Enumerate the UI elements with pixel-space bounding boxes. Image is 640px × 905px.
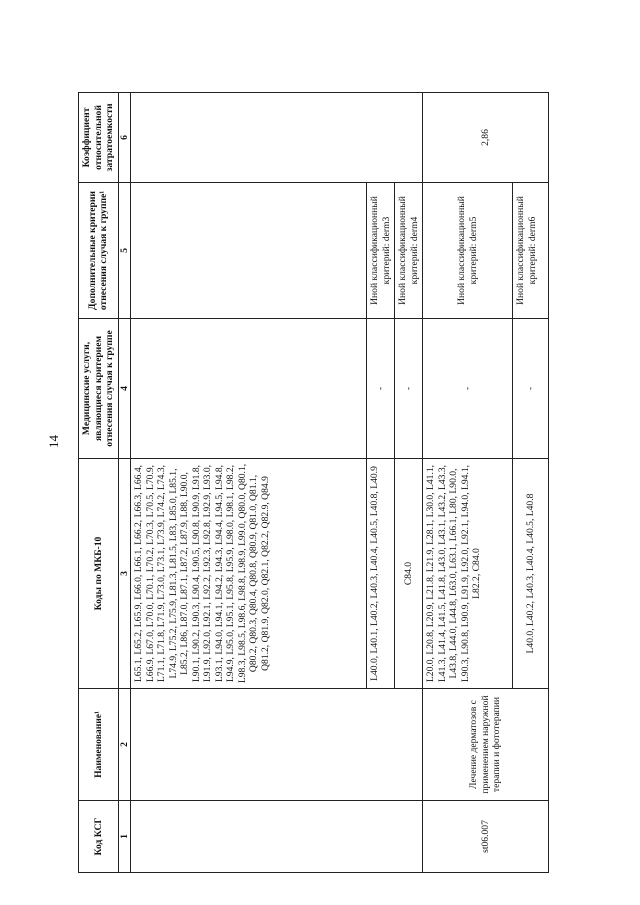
- mkb-codes-cell: L20.0, L20.8, L20.9, L21.8, L21.9, L28.1, L30.0, L41.1, L41.3, L41.4, L41.5, L41.8, L43.0, L43.1, L43.2, L43.3, L43.8, L44.0, L44.8, L63.0, L63.1, L66.1, L80, L90.0, L90.3, L90.8, L90.9, L91.9, L92.0, L92.1, L94.0, L94.1, L82.2, C84.0: [423, 459, 513, 689]
- criteria-cell: Иной классификационный критерий: derm4: [395, 183, 423, 319]
- coefficient-cell: 2,86: [423, 93, 549, 183]
- header-extra-criteria: Дополнительные критерии отнесения случая к группе¹: [79, 183, 119, 319]
- ksg-name-cell: Лечение дерматозов с применением наружной терапии и фототерапии: [423, 689, 549, 801]
- header-name: Наименование¹: [79, 689, 119, 801]
- header-mkb-codes: Коды по МКБ-10: [79, 459, 119, 689]
- criteria-cell: Иной классификационный критерий: derm6: [513, 183, 549, 319]
- criteria-cell: [131, 183, 367, 319]
- column-index: 6: [118, 93, 131, 183]
- ksg-table: [78, 92, 549, 873]
- mkb-codes-cell: L40.0, L40.1, L40.2, L40.3, L40.4, L40.5, L40.8, L40.9: [367, 459, 395, 689]
- mkb-codes-cell: C84.0: [395, 459, 423, 689]
- column-index: 3: [118, 459, 131, 689]
- column-index-row: [118, 93, 131, 873]
- mkb-codes-cell: L65.1, L65.2, L65.9, L66.0, L66.1, L66.2, L66.3, L66.4, L66.9, L67.0, L70.0, L70.1, L70.2, L70.3, L70.5, L70.9, L71.1, L71.8, L71.9, L73.0, L73.1, L73.9, L74.2, L74.3, L74.9, L75.2, L75.9, L81.3, L81.5, L83, L85.0, L85.1, L85.2, L86, L87.0, L87.1, L87.2, L87.9, L88, L90.0, L90.1, L90.2, L90.3, L90.4, L90.5, L90.8, L90.9, L91.8, L91.9, L92.0, L92.1, L92.2, L92.3, L92.8, L92.9, L93.0, L93.1, L94.0, L94.1, L94.2, L94.3, L94.4, L94.5, L94.8, L94.9, L95.0, L95.1, L95.8, L95.9, L98.0, L98.1, L98.2, L98.3, L98.5, L98.6, L98.8, L98.9, L99.0, Q80.0, Q80.1, Q80.2, Q80.3, Q80.4, Q80.8, Q80.9, Q81.0, Q81.1, Q81.2, Q81.9, Q82.0, Q82.1, Q82.2, Q82.9, Q84.9: [131, 459, 367, 689]
- header-ksg-code: Код КСГ: [79, 801, 119, 873]
- services-cell: -: [423, 319, 513, 459]
- table-header-row: [79, 93, 119, 873]
- column-index: 4: [118, 319, 131, 459]
- header-services: Медицинские услуги, являющиеся критерием отнесения случая к группе: [79, 319, 119, 459]
- column-index: 2: [118, 689, 131, 801]
- services-cell: -: [395, 319, 423, 459]
- header-coefficient: Коэффициент относительной затратоемкости: [79, 93, 119, 183]
- ksg-table-sheet: [78, 93, 552, 873]
- services-cell: [131, 319, 367, 459]
- column-index: 5: [118, 183, 131, 319]
- page-number: 14: [46, 435, 61, 448]
- mkb-codes-cell: L40.0, L40.2, L40.3, L40.4, L40.5, L40.8: [513, 459, 549, 689]
- table-row: [423, 93, 513, 873]
- column-index: 1: [118, 801, 131, 873]
- criteria-cell: Иной классификационный критерий: derm3: [367, 183, 395, 319]
- ksg-code-cell: st06.007: [423, 801, 549, 873]
- services-cell: -: [367, 319, 395, 459]
- table-row: [131, 93, 367, 873]
- services-cell: -: [513, 319, 549, 459]
- criteria-cell: Иной классификационный критерий: derm5: [423, 183, 513, 319]
